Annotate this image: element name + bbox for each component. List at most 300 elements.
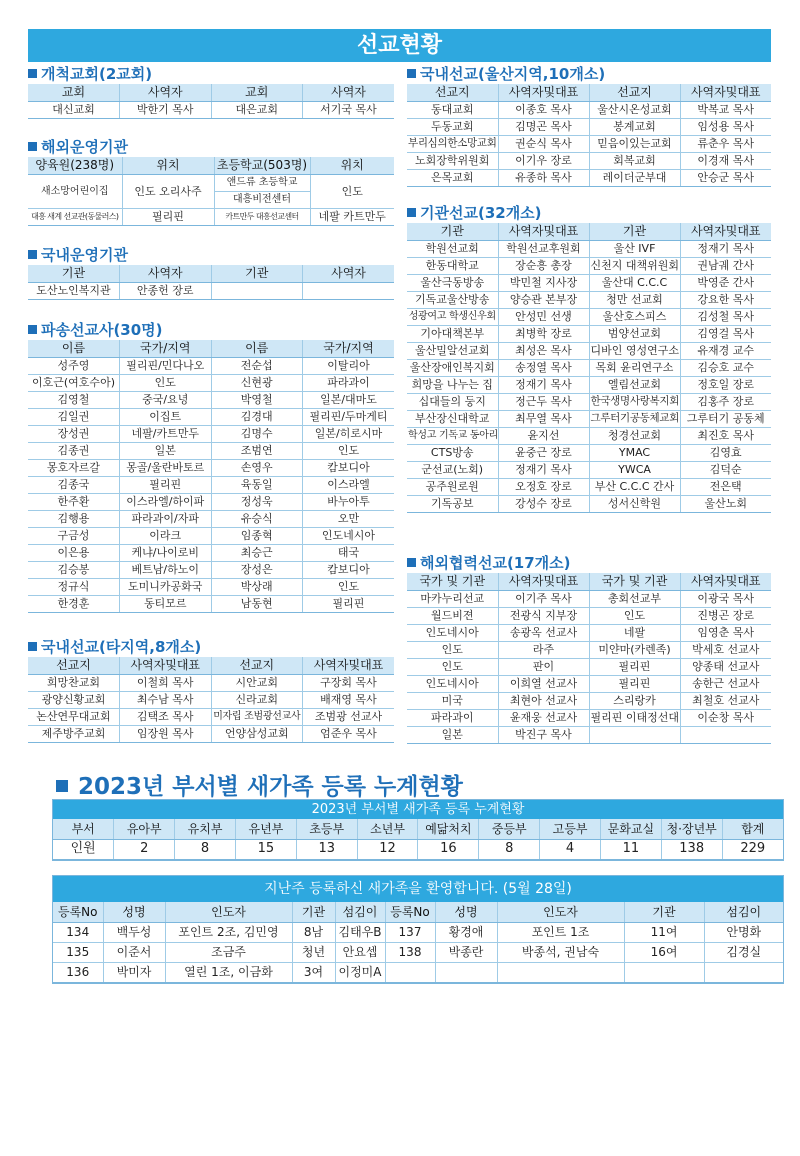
table-cell: 박종란 xyxy=(435,942,497,962)
table-cell: 15 xyxy=(235,839,296,859)
table-cell: 이정미A xyxy=(335,962,385,982)
table-cell: 믿음이있는교회 xyxy=(589,135,680,152)
table-cell: 안요셉 xyxy=(335,942,385,962)
table-row xyxy=(28,544,394,561)
domestic-ulsan-table xyxy=(407,84,771,187)
table-row xyxy=(407,590,771,607)
table-cell: 이준서 xyxy=(103,942,165,962)
table-header-row xyxy=(407,84,771,101)
table-cell: 열린 1조, 이금화 xyxy=(165,962,292,982)
column-header: 교회 xyxy=(28,84,120,101)
table-cell: 미국 xyxy=(407,692,498,709)
overseas-coop-table xyxy=(407,573,771,744)
table-cell: 박진구 목사 xyxy=(498,726,589,743)
column-header: 유치부 xyxy=(175,819,236,839)
table-cell: 진병곤 장로 xyxy=(680,607,771,624)
table-row xyxy=(407,427,771,444)
table-row xyxy=(28,595,394,612)
section-heading: 개척교회(2교회) xyxy=(28,64,394,84)
column-header: 위치 xyxy=(122,157,214,174)
table-row xyxy=(28,674,394,691)
table-cell: 최진호 목사 xyxy=(680,427,771,444)
table-cell: 16여 xyxy=(624,942,704,962)
table-row xyxy=(407,641,771,658)
table-cell: 청경선교회 xyxy=(589,427,680,444)
table-cell: 울산호스피스 xyxy=(589,308,680,325)
table-cell: 네팔/카트만두 xyxy=(120,425,212,442)
column-header: 초등학교(503명) xyxy=(214,157,310,174)
table-cell: 필리핀 이태정선대 xyxy=(590,711,680,724)
table-cell: 11여 xyxy=(624,922,704,942)
table-cell: 정호일 장로 xyxy=(680,376,771,393)
table-cell: YMAC xyxy=(589,444,680,461)
table-cell: 파라과이 xyxy=(303,374,395,391)
table-cell: 라주 xyxy=(498,641,589,658)
table-cell: 도미니카공화국 xyxy=(120,578,212,595)
table-row xyxy=(407,376,771,393)
table-row xyxy=(407,169,771,186)
cell-line: 대흥비전센터 xyxy=(233,193,291,205)
table-cell: 임종혁 xyxy=(211,527,303,544)
table-row xyxy=(28,391,394,408)
table-cell: 정근두 목사 xyxy=(498,393,589,410)
table-cell: 최성은 목사 xyxy=(498,342,589,359)
table-cell: 울산장애인복지회 xyxy=(407,359,498,376)
table-cell: 이철희 목사 xyxy=(120,674,212,691)
table-cell: 138 xyxy=(385,942,435,962)
table-cell: 김영걸 목사 xyxy=(680,325,771,342)
column-header: 초등부 xyxy=(296,819,357,839)
table-row xyxy=(407,658,771,675)
table-cell: 김종국 xyxy=(28,476,120,493)
table-cell: 134 xyxy=(53,922,103,942)
table-cell: 김행용 xyxy=(28,510,120,527)
table-cell xyxy=(435,962,497,982)
table-cell: 최승근 xyxy=(211,544,303,561)
table-cell xyxy=(385,962,435,982)
table-cell: 베트남/하노이 xyxy=(120,561,212,578)
table-row xyxy=(407,675,771,692)
table-cell: 노회장학위원회 xyxy=(407,152,498,169)
table-row xyxy=(407,274,771,291)
table-row xyxy=(407,342,771,359)
table-cell: 12 xyxy=(357,839,418,859)
table-cell xyxy=(303,282,395,299)
table-cell: 레이더군부대 xyxy=(589,169,680,186)
welcome-box xyxy=(52,875,784,984)
table-cell: 시안교회 xyxy=(211,674,303,691)
table-cell: 윤중근 장로 xyxy=(498,444,589,461)
table-cell: 권순식 목사 xyxy=(498,135,589,152)
table-cell: 박영철 xyxy=(211,391,303,408)
table-cell: 학원선교후원회 xyxy=(498,240,589,257)
table-cell: 박복교 목사 xyxy=(680,101,771,118)
table-cell: 137 xyxy=(385,922,435,942)
column-header: 청·장년부 xyxy=(661,819,722,839)
table-cell: 배재영 목사 xyxy=(303,691,395,708)
table-cell: 도산노인복지관 xyxy=(28,282,120,299)
table-cell: 부리심의한소망교회 xyxy=(407,135,498,152)
table-cell: 회복교회 xyxy=(589,152,680,169)
table-cell: 임영춘 목사 xyxy=(680,624,771,641)
table-cell: 이광국 목사 xyxy=(680,590,771,607)
table-row xyxy=(28,510,394,527)
column-header: 이름 xyxy=(28,340,120,357)
table-cell: 조금주 xyxy=(165,942,292,962)
welcome-caption: 지난주 등록하신 새가족을 환영합니다. (5월 28일) xyxy=(53,876,783,902)
table-row xyxy=(53,942,783,962)
table-cell: 카트만두 대흥선교센터 xyxy=(214,208,310,225)
table-cell: 인도 xyxy=(303,578,395,595)
section-heading: 국내운영기관 xyxy=(28,245,394,265)
table-cell: 손영우 xyxy=(211,459,303,476)
table-cell: 학원선교회 xyxy=(407,240,498,257)
column-header: 국가 및 기관 xyxy=(407,573,498,590)
column-header: 합계 xyxy=(722,819,783,839)
table-cell: 판이 xyxy=(498,658,589,675)
table-cell: 울산노회 xyxy=(680,495,771,512)
stats-table xyxy=(53,819,783,860)
table-cell: 엘림선교회 xyxy=(589,376,680,393)
table-cell: 캄보디아 xyxy=(303,561,395,578)
table-cell xyxy=(211,282,303,299)
table-cell: 동티모르 xyxy=(120,595,212,612)
table-cell: 최현아 선교사 xyxy=(498,692,589,709)
table-cell: 기독공보 xyxy=(407,495,498,512)
table-header-row xyxy=(28,157,394,174)
table-cell: 229 xyxy=(722,839,783,859)
domestic-other-table xyxy=(28,657,394,743)
column-header: 성명 xyxy=(435,902,497,922)
table-cell: CTS방송 xyxy=(407,444,498,461)
table-cell: 136 xyxy=(53,962,103,982)
section-heading: 기관선교(32개소) xyxy=(407,203,771,223)
column-header: 기관 xyxy=(589,223,680,240)
pioneer-table xyxy=(28,84,394,119)
table-cell: 울산시온성교회 xyxy=(589,101,680,118)
column-header: 양육원(238명) xyxy=(28,157,122,174)
table-cell: 필리핀 xyxy=(122,208,214,225)
table-cell: 미자립 조범광선교사 xyxy=(211,708,303,725)
table-cell: 한경훈 xyxy=(28,595,120,612)
table-cell: 캄보디아 xyxy=(303,459,395,476)
table-cell: 김성철 목사 xyxy=(680,308,771,325)
table-cell: 청만 선교회 xyxy=(589,291,680,308)
column-header: 섬김이 xyxy=(704,902,783,922)
table-cell: 필리핀 xyxy=(303,595,395,612)
table-cell: 언양삼성교회 xyxy=(211,725,303,742)
table-row xyxy=(407,308,771,325)
table-cell: 스리랑카 xyxy=(589,692,680,709)
table-cell: 인도네시아 xyxy=(407,675,498,692)
table-cell: 포인트 2조, 김민영 xyxy=(165,922,292,942)
table-row xyxy=(407,461,771,478)
table-cell: 네팔 카트만두 xyxy=(310,208,394,225)
table-cell: 박미자 xyxy=(103,962,165,982)
column-header: 부서 xyxy=(53,819,114,839)
table-row xyxy=(407,118,771,135)
table-row xyxy=(407,478,771,495)
table-header-row xyxy=(53,902,783,922)
table-cell: 포인트 1조 xyxy=(497,922,624,942)
table-cell: 신현광 xyxy=(211,374,303,391)
table-cell: 정재기 목사 xyxy=(498,461,589,478)
table-row xyxy=(28,442,394,459)
table-cell: 김경실 xyxy=(704,942,783,962)
table-row xyxy=(28,282,394,299)
table-cell: 이라크 xyxy=(120,527,212,544)
column-header: 국가 및 기관 xyxy=(589,573,680,590)
table-cell: 윤지선 xyxy=(498,427,589,444)
table-cell: 황경애 xyxy=(435,922,497,942)
table-cell: 파라과이 xyxy=(407,709,498,726)
domestic-inst-section xyxy=(28,245,394,300)
table-cell: 공주원로원 xyxy=(407,478,498,495)
domestic-ulsan-section xyxy=(407,64,771,187)
table-row xyxy=(407,393,771,410)
table-cell: 남동현 xyxy=(211,595,303,612)
table-cell: 인도네시아 xyxy=(303,527,395,544)
table-cell: 파라과이/자파 xyxy=(120,510,212,527)
table-cell: 백두성 xyxy=(103,922,165,942)
section-heading: 파송선교사(30명) xyxy=(28,320,394,340)
table-cell: 구금성 xyxy=(28,527,120,544)
table-cell: 새소망어린이집 xyxy=(28,174,122,208)
table-row xyxy=(407,726,771,743)
table-cell: 이종호 목사 xyxy=(498,101,589,118)
table-cell: 김명수 xyxy=(211,425,303,442)
table-cell: 군선교(노회) xyxy=(407,461,498,478)
column-header: 성명 xyxy=(103,902,165,922)
table-cell: 일본/히로시마 xyxy=(303,425,395,442)
table-cell xyxy=(214,174,310,208)
table-row xyxy=(407,325,771,342)
table-cell: 필리핀 xyxy=(120,476,212,493)
table-cell: 13 xyxy=(296,839,357,859)
table-cell: 인도 xyxy=(303,442,395,459)
table-cell: 임성용 목사 xyxy=(680,118,771,135)
column-header: 사역자 xyxy=(120,84,212,101)
table-cell: 엄준우 목사 xyxy=(303,725,395,742)
table-cell: 오만 xyxy=(303,510,395,527)
column-header: 소년부 xyxy=(357,819,418,839)
table-row xyxy=(28,459,394,476)
stats-box xyxy=(52,799,784,861)
table-cell: 김태우B xyxy=(335,922,385,942)
table-row xyxy=(28,408,394,425)
table-cell: 신천지 대책위원회 xyxy=(590,259,680,272)
table-cell: 학성고 기독교 동아리 xyxy=(407,427,498,444)
overseas-coop-section xyxy=(407,553,771,744)
table-cell: 월드비젼 xyxy=(407,607,498,624)
table-row xyxy=(407,495,771,512)
table-cell: 필리핀 xyxy=(589,675,680,692)
section-heading: 해외운영기관 xyxy=(28,137,394,157)
column-header: 선교지 xyxy=(28,657,120,674)
table-cell: 138 xyxy=(661,839,722,859)
table-cell: 이순창 목사 xyxy=(680,709,771,726)
table-header-row xyxy=(407,573,771,590)
table-cell: 박종석, 권남숙 xyxy=(497,942,624,962)
column-header: 국가/지역 xyxy=(120,340,212,357)
table-cell xyxy=(589,726,680,743)
column-header: 인도자 xyxy=(165,902,292,922)
overseas-inst-table xyxy=(28,157,394,226)
table-row xyxy=(28,425,394,442)
table-cell: 바누아투 xyxy=(303,493,395,510)
table-cell: 김택조 목사 xyxy=(120,708,212,725)
table-cell: 조범연 xyxy=(211,442,303,459)
column-header: 사역자및대표 xyxy=(680,84,771,101)
table-cell: 총회선교부 xyxy=(589,590,680,607)
column-header: 유아부 xyxy=(114,819,175,839)
table-cell: 정재기 목사 xyxy=(680,240,771,257)
table-cell: YWCA xyxy=(589,461,680,478)
institution-table xyxy=(407,223,771,513)
table-cell: 이호근(여호수아) xyxy=(28,374,120,391)
column-header: 선교지 xyxy=(211,657,303,674)
table-cell: 8 xyxy=(175,839,236,859)
table-cell: 전은택 xyxy=(680,478,771,495)
table-cell: 한동대학교 xyxy=(407,257,498,274)
table-cell: 대흥 새계 선교관(동물러스) xyxy=(28,208,122,225)
table-cell: 김덕순 xyxy=(680,461,771,478)
column-header: 등록No xyxy=(53,902,103,922)
table-cell: 디바인 영성연구소 xyxy=(590,344,680,357)
table-row xyxy=(407,410,771,427)
table-cell: 이스라엘 xyxy=(303,476,395,493)
table-cell: 제주방주교회 xyxy=(28,725,120,742)
table-cell: 김영효 xyxy=(680,444,771,461)
table-cell: 송광옥 선교사 xyxy=(498,624,589,641)
table-cell: 전광식 지부장 xyxy=(498,607,589,624)
table-cell: 장성권 xyxy=(28,425,120,442)
table-cell: 김종권 xyxy=(28,442,120,459)
table-row xyxy=(407,709,771,726)
table-cell: 신라교회 xyxy=(211,691,303,708)
table-row xyxy=(53,839,783,859)
table-cell: 범양선교회 xyxy=(589,325,680,342)
table-cell: 대신교회 xyxy=(28,101,120,118)
table-row xyxy=(28,578,394,595)
column-header: 사역자및대표 xyxy=(498,84,589,101)
table-cell: 박영준 간사 xyxy=(680,274,771,291)
column-header: 기관 xyxy=(292,902,335,922)
table-cell: 최무열 목사 xyxy=(498,410,589,427)
column-header: 문화교실 xyxy=(600,819,661,839)
table-cell: 인도 xyxy=(120,374,212,391)
table-cell: 인원 xyxy=(53,839,114,859)
table-cell: 이희열 선교사 xyxy=(498,675,589,692)
table-cell: 유승식 xyxy=(211,510,303,527)
table-cell: 김영철 xyxy=(28,391,120,408)
column-header: 중등부 xyxy=(479,819,540,839)
table-cell: 필리핀/두마게티 xyxy=(303,408,395,425)
table-cell: 한국생명사랑복지회 xyxy=(589,393,680,410)
table-row xyxy=(28,725,394,742)
column-header: 섬김이 xyxy=(335,902,385,922)
table-cell: 인도 xyxy=(310,174,394,208)
table-cell: 이기주 목사 xyxy=(498,590,589,607)
table-cell: 기아대책본부 xyxy=(407,325,498,342)
table-cell: 박상래 xyxy=(211,578,303,595)
table-cell: 오정호 장로 xyxy=(498,478,589,495)
table-cell: 4 xyxy=(540,839,601,859)
overseas-inst-section xyxy=(28,137,394,226)
table-cell: 몽골/울란바토르 xyxy=(120,459,212,476)
table-cell: 윤재웅 선교사 xyxy=(498,709,589,726)
table-cell: 135 xyxy=(53,942,103,962)
pioneer-section xyxy=(28,64,394,119)
table-cell: 케냐/나이로비 xyxy=(120,544,212,561)
stats-big-title: 2023년 부서별 새가족 등록 누계현황 xyxy=(56,768,463,801)
table-header-row xyxy=(53,819,783,839)
table-row xyxy=(407,240,771,257)
table-row xyxy=(28,357,394,374)
table-cell: 안성민 선생 xyxy=(498,308,589,325)
column-header: 교회 xyxy=(211,84,303,101)
table-cell: 최철호 선교사 xyxy=(680,692,771,709)
table-cell: 성서신학원 xyxy=(589,495,680,512)
table-row xyxy=(28,527,394,544)
table-cell: 인도네시아 xyxy=(407,624,498,641)
table-cell: 기독교울산방송 xyxy=(407,291,498,308)
table-row xyxy=(407,444,771,461)
column-header: 등록No xyxy=(385,902,435,922)
table-row xyxy=(28,476,394,493)
table-cell: 김승봉 xyxy=(28,561,120,578)
table-cell: 16 xyxy=(418,839,479,859)
table-cell: 인도 xyxy=(407,641,498,658)
table-row xyxy=(28,708,394,725)
table-cell: 11 xyxy=(600,839,661,859)
table-cell: 구장회 목사 xyxy=(303,674,395,691)
table-row xyxy=(28,493,394,510)
table-cell: 정성욱 xyxy=(211,493,303,510)
section-heading: 국내선교(울산지역,10개소) xyxy=(407,64,771,84)
column-header: 사역자및대표 xyxy=(680,223,771,240)
table-cell: 그루터기 공동체 xyxy=(680,410,771,427)
table-cell: 류춘우 목사 xyxy=(680,135,771,152)
table-row xyxy=(28,101,394,118)
table-cell: 중국/요녕 xyxy=(120,391,212,408)
table-cell: 조범광 선교사 xyxy=(303,708,395,725)
dispatched-table xyxy=(28,340,394,613)
table-row xyxy=(407,101,771,118)
table-header-row xyxy=(28,340,394,357)
table-cell: 김승호 교수 xyxy=(680,359,771,376)
table-cell: 송정열 목사 xyxy=(498,359,589,376)
table-row xyxy=(28,374,394,391)
table-cell: 희망을 나누는 집 xyxy=(407,376,498,393)
table-cell: 십대들의 둥지 xyxy=(407,393,498,410)
table-cell: 일본 xyxy=(120,442,212,459)
table-row xyxy=(28,691,394,708)
column-header: 유년부 xyxy=(235,819,296,839)
table-cell: 2 xyxy=(114,839,175,859)
table-cell: 박민철 지사장 xyxy=(498,274,589,291)
table-header-row xyxy=(28,265,394,282)
column-header: 예닮처치 xyxy=(418,819,479,839)
table-cell: 광양신황교회 xyxy=(28,691,120,708)
table-cell: 이집트 xyxy=(120,408,212,425)
table-cell: 이은용 xyxy=(28,544,120,561)
column-header: 사역자및대표 xyxy=(498,223,589,240)
section-heading: 해외협력선교(17개소) xyxy=(407,553,771,573)
table-cell: 인도 xyxy=(589,607,680,624)
table-cell: 청년 xyxy=(292,942,335,962)
table-cell: 성광여고 학생신우회 xyxy=(407,308,498,325)
